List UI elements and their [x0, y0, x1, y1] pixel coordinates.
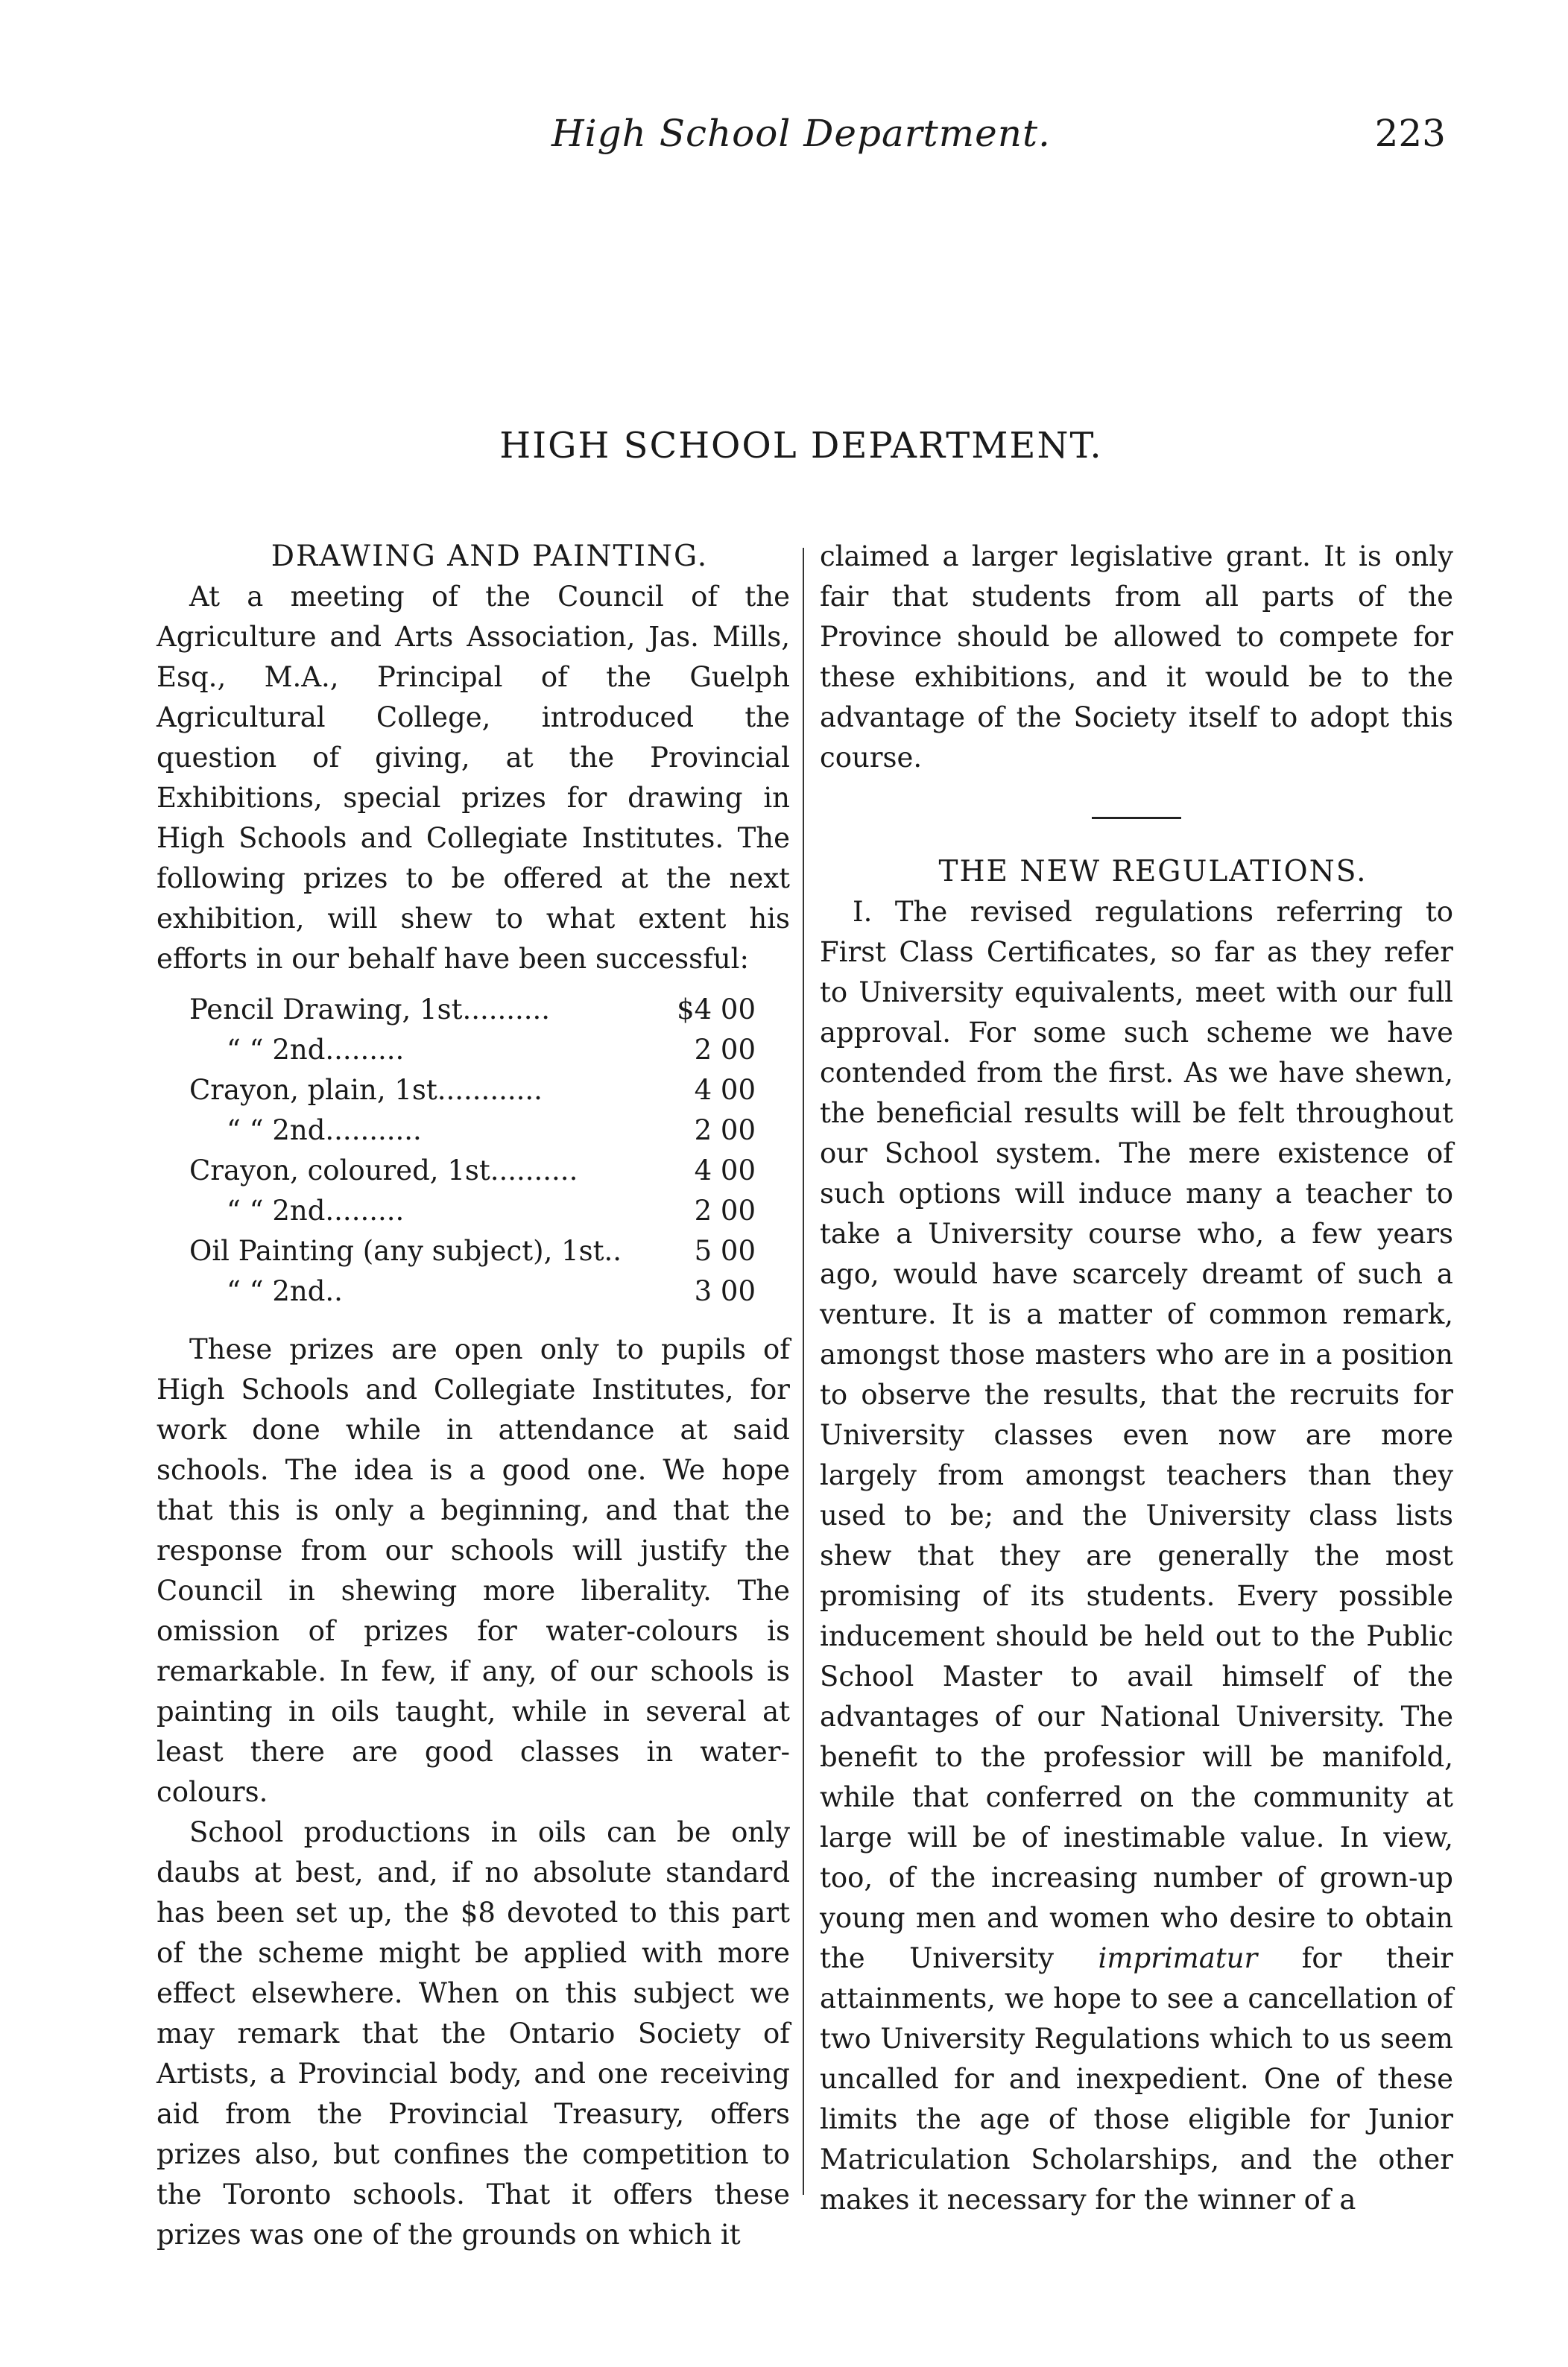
prize-label: “ “ 2nd.........: [227, 1034, 405, 1066]
prize-row: [189, 1030, 756, 1070]
prize-row: [189, 1110, 756, 1151]
prize-row: [189, 1231, 756, 1271]
intro-paragraph: At a meeting of the Council of the Agriculture and Arts Association, Jas. Mills, Esq., M.A., Principal of the Guelph Agricultural College, introduced the question of giving, at the Provincial Exhibitions, special prizes for drawing in High Schools and Collegiate Institutes. The following prizes to be offered at the next exhibition, will shew to what extent his efforts in our behalf have been successful:: [157, 581, 790, 975]
prize-amount: 3 00: [694, 1275, 756, 1307]
prize-label: “ “ 2nd...........: [227, 1114, 422, 1146]
prize-amount: 2 00: [694, 1034, 756, 1066]
drawing-painting-heading: DRAWING AND PAINTING.: [271, 540, 709, 573]
prize-amount: 5 00: [694, 1235, 756, 1267]
page-number: 223: [1374, 112, 1446, 155]
prize-label: “ “ 2nd..: [227, 1275, 343, 1307]
prize-label: “ “ 2nd.........: [227, 1195, 405, 1227]
prize-row: [189, 1070, 756, 1110]
prize-amount: 4 00: [694, 1074, 756, 1106]
prize-amount: 2 00: [694, 1114, 756, 1146]
prizes-comment-paragraph: These prizes are open only to pupils of High Schools and Collegiate Institutes, for work done while in attendance at said schools. The idea is a good one. We hope that this is only a beginning, and that the response from our schools will justify the Council in shewing more liberality. The omission of prizes for water-colours is remarkable. In few, if any, of our schools is painting in oils taught, while in several at least there are good classes in water-colours.: [157, 1333, 790, 1808]
new-regulations-heading: THE NEW REGULATIONS.: [938, 855, 1368, 888]
prize-row: [189, 1151, 756, 1191]
column-divider: [803, 548, 804, 2195]
regulations-text-after: for their attainments, we hope to see a cancellation of two University Regulations which to us seem uncalled for and inexpedient. One of these limits the age of those eligible for Junior Matriculation Scholarships, and the other makes it necessary for the winner of a: [820, 1942, 1453, 2216]
prize-label: Crayon, coloured, 1st..........: [189, 1154, 578, 1186]
prize-label: Pencil Drawing, 1st..........: [189, 993, 551, 1026]
running-title: High School Department.: [551, 112, 1051, 155]
right-column: [820, 537, 1453, 2220]
prize-label: Oil Painting (any subject), 1st..: [189, 1235, 622, 1267]
running-head: [157, 112, 1446, 171]
prize-amount: $4 00: [677, 993, 756, 1026]
section-title: HIGH SCHOOL DEPARTMENT.: [499, 425, 1103, 467]
prize-row: [189, 1191, 756, 1231]
regulations-text-before: I. The revised regulations referring to First Class Certificates, so far as they refer to University equivalents, meet with our full approval. For some such scheme we have contended from the first. As we have shewn, the beneficial results will be felt throughout our School system. The mere existence of such options will induce many a teacher to take a University course who, a few years ago, would have scarcely dreamt of such a venture. It is a matter of common remark, amongst those masters who are in a position to observe the results, that the recruits for University classes even now are more largely from amongst teachers than they used to be; and the University class lists shew that they are generally the most promising of its students. Every possible inducement should be held out to the Public School Master to avail himself of the advantages of our National University. The benefit to the professior will be manifold, while that conferred on the community at large will be of inestimable value. In view, too, of the increasing number of grown-up young men and women who desire to obtain the University: [820, 896, 1453, 1974]
prize-row: [189, 1271, 756, 1312]
section-separator: [1092, 817, 1181, 819]
prize-list: [189, 990, 756, 1312]
prize-amount: 2 00: [694, 1195, 756, 1227]
prize-label: Crayon, plain, 1st............: [189, 1074, 543, 1106]
regulations-paragraph: [820, 892, 1453, 2220]
oil-paintings-paragraph: School productions in oils can be only daubs at best, and, if no absolute standard has been set up, the $8 devoted to this part of the scheme might be applied with more effect elsewhere. When on this subject we may remark that the Ontario Society of Artists, a Provincial body, and one receiving aid from the Provincial Treasury, offers prizes also, but confines the competition to the Toronto schools. That it offers these prizes was one of the grounds on which it: [157, 1816, 790, 2251]
imprimatur-italic: imprimatur: [1098, 1942, 1258, 1974]
left-column: [157, 537, 790, 2255]
prize-row: [189, 990, 756, 1030]
continuation-paragraph: claimed a larger legislative grant. It is only fair that students from all parts of the Province should be allowed to compete for these exhibitions, and it would be to the advantage of the Society itself to adopt this course.: [820, 540, 1453, 774]
prize-amount: 4 00: [694, 1154, 756, 1186]
